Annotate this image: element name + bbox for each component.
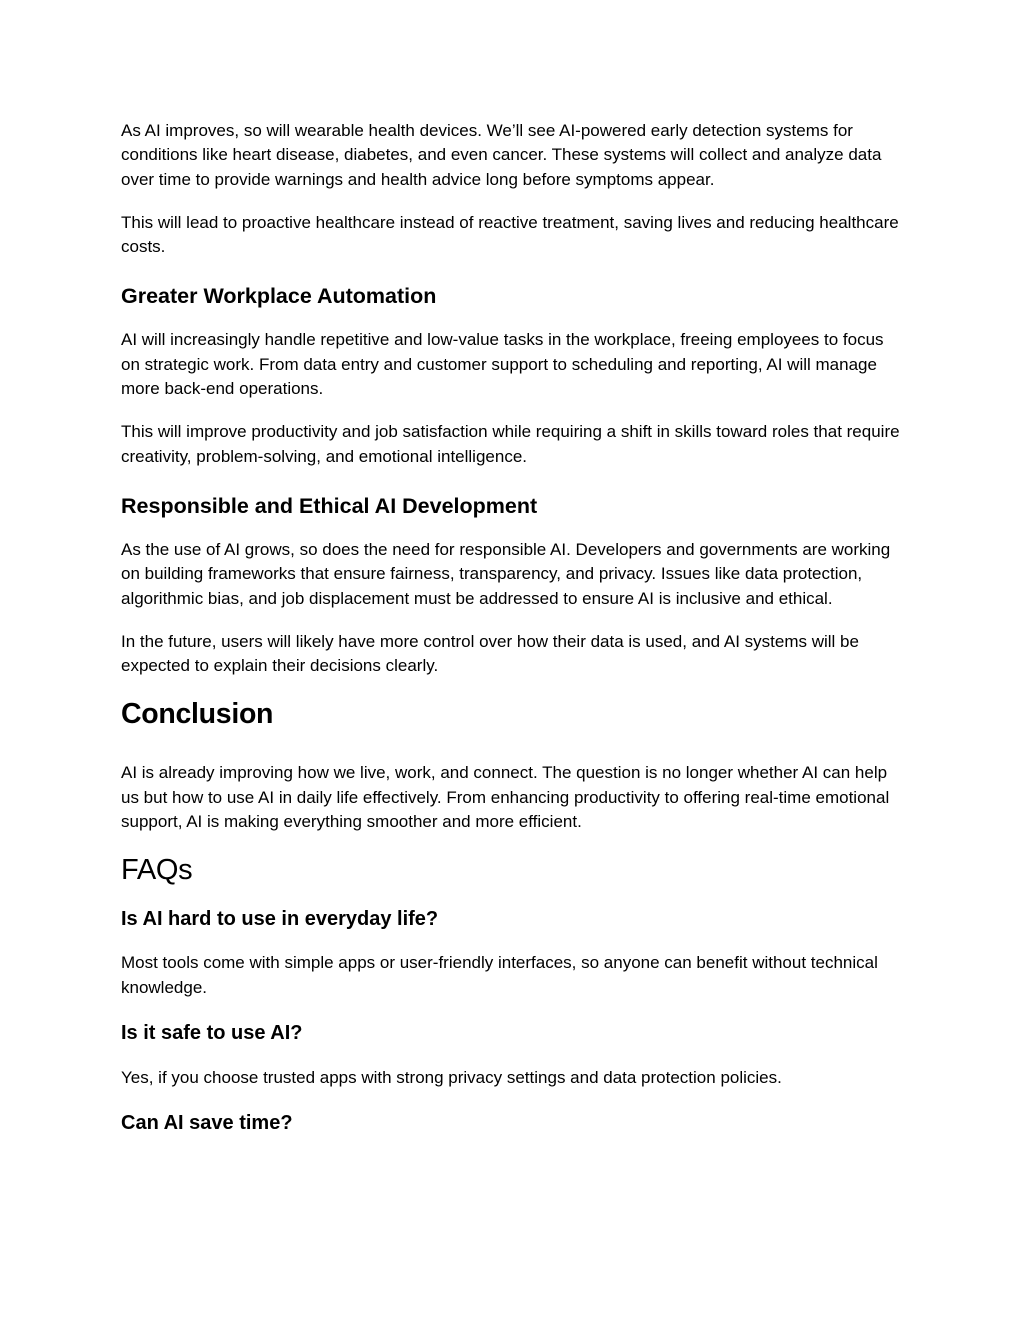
ethics-paragraph: As the use of AI grows, so does the need for responsible AI. Developers and governments are working on building frameworks that ensure fairness, transparency, and privacy. Issues like data protection, algorithmic bias, and job displacement must be addressed to ensure AI is inclusive and ethical.: [121, 539, 891, 608]
conclusion-paragraph: AI is already improving how we live, work, and connect. The question is no longer whether AI can help us but how to use AI in daily life effectively. From enhancing productivity to offering real-time emotional support, AI is making everything smoother and more efficient.: [121, 763, 890, 832]
workplace-paragraph: AI will increasingly handle repetitive and low-value tasks in the workplace, freeing employees to focus on strategic work. From data entry and customer support to scheduling and reporting, AI will manage more back-end operations.: [121, 330, 884, 399]
faq-answer: Most tools come with simple apps or user-friendly interfaces, so anyone can benefit without technical knowledge.: [121, 953, 878, 997]
intro-paragraph: As AI improves, so will wearable health devices. We’ll see AI-powered early detection systems for conditions like heart disease, diabetes, and even cancer. These systems will collect and analyze data over time to provide warnings and health advice long before symptoms appear.: [121, 121, 882, 189]
faq-question: Is AI hard to use in everyday life?: [121, 908, 439, 931]
document-page: [121, 119, 907, 1155]
faq-answer: Yes, if you choose trusted apps with strong privacy settings and data protection policies.: [121, 1067, 782, 1087]
workplace-paragraph: This will improve productivity and job satisfaction while requiring a shift in skills toward roles that require creativity, problem-solving, and emotional intelligence.: [121, 422, 900, 466]
faq-question: Can AI save time?: [121, 1112, 293, 1135]
conclusion-heading: Conclusion: [121, 698, 274, 731]
faqs-heading: FAQs: [121, 854, 193, 887]
faq-question: Is it safe to use AI?: [121, 1021, 303, 1044]
ethics-heading: Responsible and Ethical AI Development: [121, 493, 538, 518]
workplace-heading: Greater Workplace Automation: [121, 284, 437, 309]
ethics-paragraph: In the future, users will likely have more control over how their data is used, and AI systems will be expected to explain their decisions clearly.: [121, 631, 859, 676]
intro-paragraph: This will lead to proactive healthcare instead of reactive treatment, saving lives and reducing healthcare costs.: [121, 212, 899, 257]
